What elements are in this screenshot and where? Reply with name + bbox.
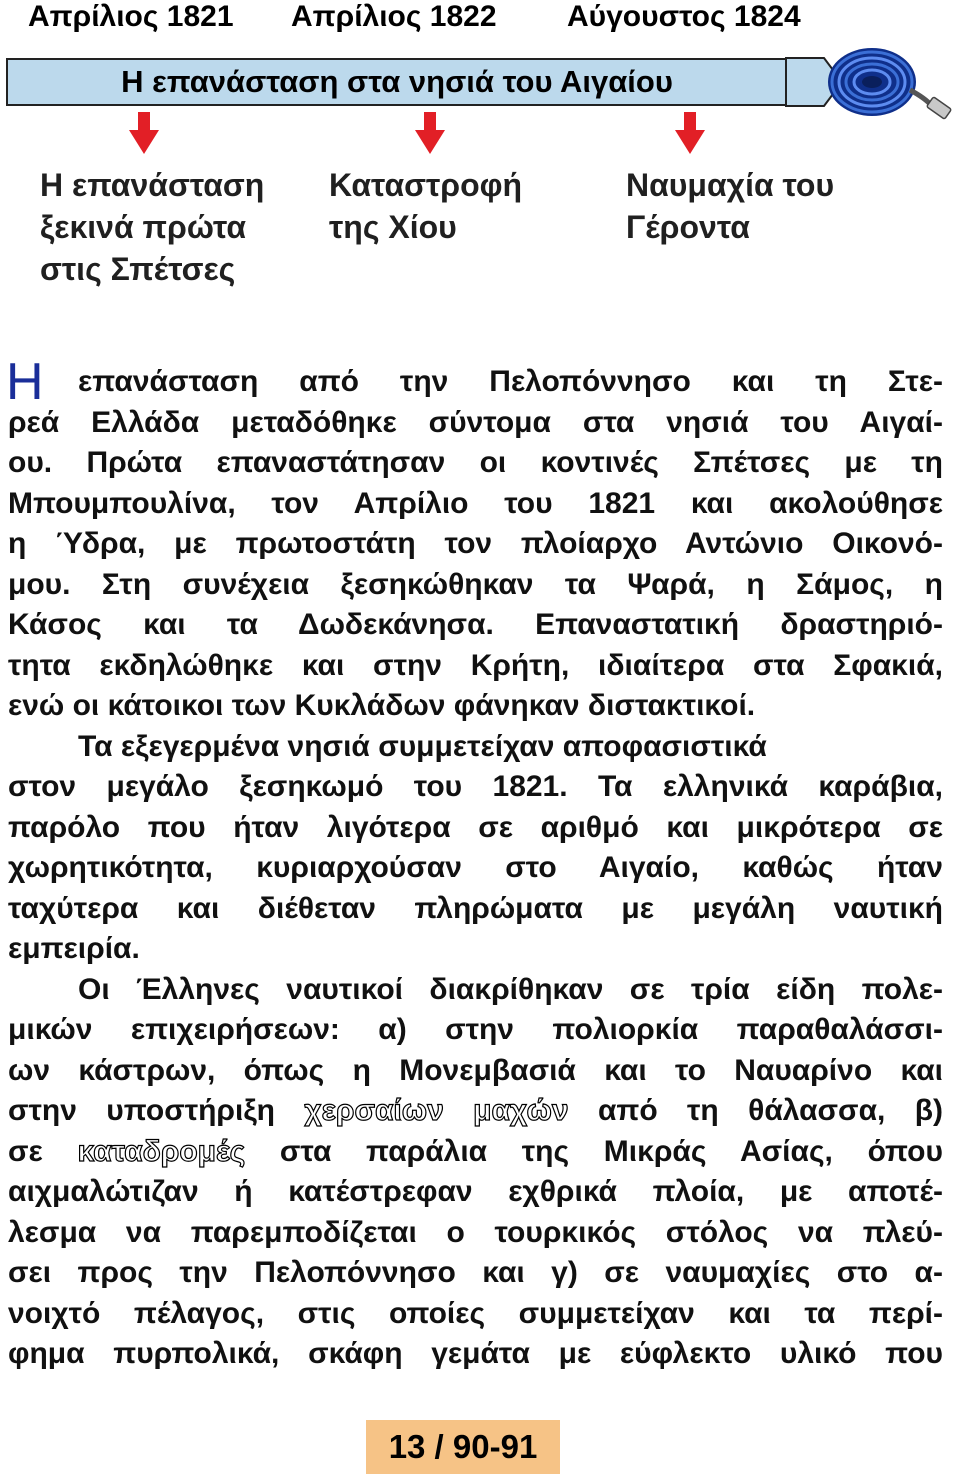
term-raids: καταδρομές bbox=[77, 1134, 246, 1168]
dropcap: Η bbox=[6, 353, 44, 411]
term-land-battles: χερσαίων μαχών bbox=[304, 1094, 569, 1127]
page-number: 13 / 90-91 bbox=[366, 1420, 560, 1474]
highlight-aegean-islands: νησιά του Αιγαί- bbox=[666, 405, 943, 439]
date-april-1822: Απρίλιος 1822 bbox=[291, 0, 497, 33]
event-spetses: Η επανάσταση ξεκινά πρώτα στις Σπέτσες bbox=[40, 167, 265, 287]
date-april-1821: Απρίλιος 1821 bbox=[28, 0, 234, 33]
body-paragraph-3: Οι Έλληνες ναυτικοί διακρίθηκαν σε τρία είδη πολε- bbox=[78, 972, 943, 1006]
date-august-1824: Αύγουστος 1824 bbox=[567, 0, 801, 33]
event-geronta: Ναυμαχία του Γέροντα bbox=[626, 167, 835, 245]
timeline-banner: Η επανάσταση στα νησιά του Αιγαίου bbox=[6, 58, 788, 106]
arrow-down-icon bbox=[129, 112, 159, 154]
body-paragraph-2: Τα εξεγερμένα νησιά συμμετείχαν αποφασιστικά bbox=[78, 729, 767, 763]
arrow-down-icon bbox=[415, 112, 445, 154]
arrow-down-icon bbox=[675, 112, 705, 154]
body-paragraph-1: Η επανάσταση από την Πελοπόννησο και τη Στε- ρεά Ελλάδα μεταδόθηκε σύντομα στα νησιά του Αιγαί- ου. Πρώτα επαναστάτησαν οι κοντινές Σπέτσες με τη Μπουμπουλίνα, τον Απρίλιο του 1821 και ακολούθησε η Ύδρα, με πρωτοστάτη τον πλοίαρχο Αντώνιο Οικονό- μου. Στη συνέχεια ξεσηκώθηκαν τα Ψαρά, η Σάμος, η Κάσος και τα Δωδεκάνησα. Επαναστατική δραστηριό- τητα εκδηλώθηκε και στην Κρήτη, ιδιαίτερα στα Σφακιά, ενώ οι κάτοικοι των Κυκλάδων φάνηκαν διστακτικοί. Τα εξεγερμένα νησιά συμμετείχαν αποφασιστικά στον μεγάλο ξεσηκωμό του 1821. Τα ελληνικά καράβια, παρόλο που ήταν λιγότερα σε αριθμό και μικρότερα σε χωρητικότητα, κυριαρχούσαν στο Αιγαίο, καθώς ήταν ταχύτερα και διέθεταν πληρώματα με μεγάλη ναυτική εμπειρία. Οι Έλληνες ναυτικοί διακρίθηκαν σε τρία είδη πολε- μικών επιχειρήσεων: α) στην πολιορκία παραθαλάσσι- ων κάστρων, όπως η Μονεμβασιά και το Ναυαρίνο και στην υποστήριξη χερσαίων μαχών από τη θάλασσα, β) σε καταδρομές στα παράλια της Μικράς Ασίας, όπου αιχμαλώτιζαν ή κατέστρεφαν εχθρικά πλοία, με αποτέ- λεσμα να παρεμποδίζεται ο τουρκικός στόλος να πλεύ- σει προς την Πελοπόννησο και γ) σε ναυμαχίες στο α- νοιχτό πέλαγος, στις οποίες συμμετείχαν και τα περί- φημα πυρπολικά, σκάφη γεμάτα με εύφλεκτο υλικό που bbox=[6, 353, 943, 1370]
highlight-aegean-islands-end: ου bbox=[8, 446, 44, 479]
event-chios: Καταστροφή της Χίου bbox=[329, 167, 523, 245]
cable-coil-icon bbox=[820, 40, 960, 130]
